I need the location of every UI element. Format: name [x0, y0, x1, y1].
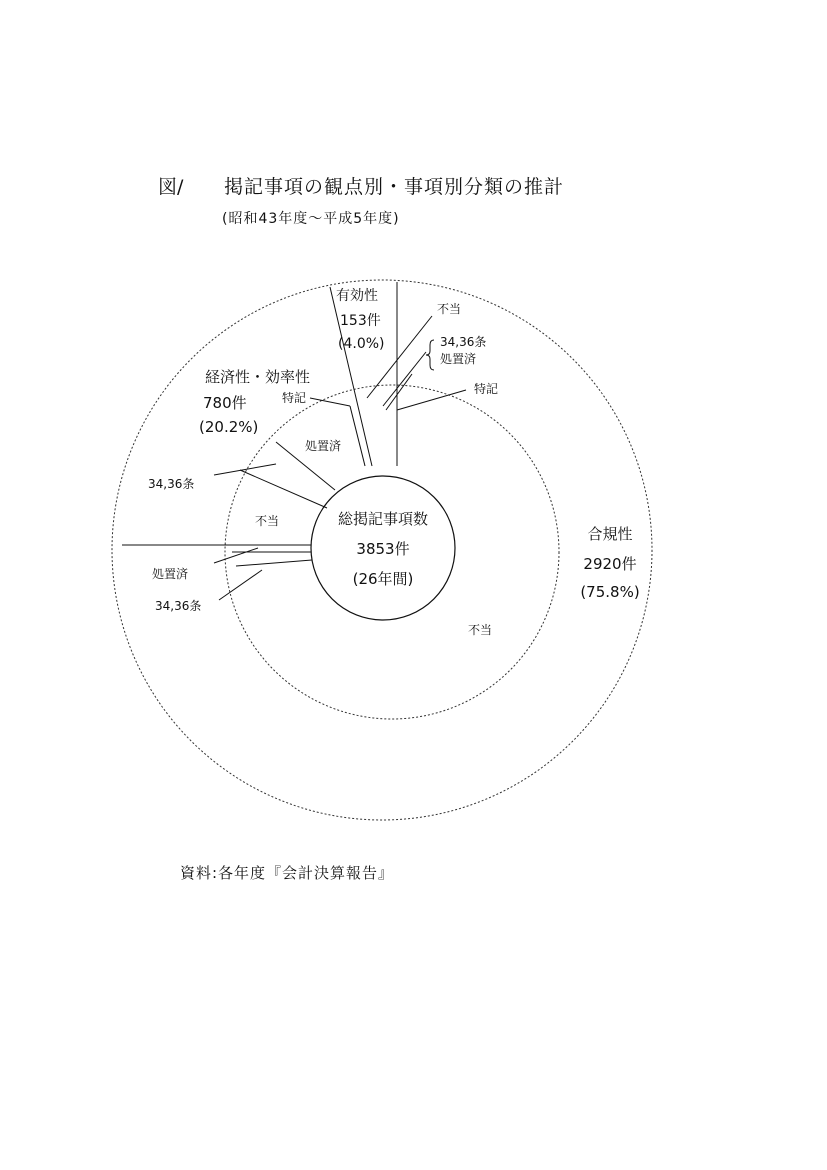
source-note: 資料:各年度『会計決算報告』 — [180, 864, 395, 882]
leader-effectiveness-shochisumi — [386, 374, 412, 410]
leader-legality-shochisumi — [214, 548, 258, 563]
economy-fuuto-label: 不当 — [255, 514, 280, 528]
legality-percent: (75.8%) — [580, 583, 640, 601]
center-label-1: 総掲記事項数 — [337, 510, 429, 528]
economy-count: 780件 — [203, 394, 247, 412]
economy-tokki-label: 特記 — [282, 391, 307, 405]
brace — [426, 340, 434, 370]
effectiveness-percent: (4.0%) — [338, 336, 385, 352]
economy-shochisumi-label: 処置済 — [305, 439, 342, 453]
legality-shochisumi-label: 処置済 — [152, 567, 189, 581]
leader-economy-3436 — [214, 464, 276, 475]
effectiveness-shochisumi-label: 処置済 — [440, 352, 477, 366]
leader-economy-tokki-2 — [350, 406, 365, 466]
leader-economy-tokki — [310, 398, 350, 406]
legality-name: 合規性 — [587, 525, 633, 543]
center-label-2: 3853件 — [356, 540, 410, 558]
effectiveness-fuuto-label: 不当 — [437, 302, 462, 316]
legality-3436-label: 34,36条 — [155, 599, 202, 613]
effectiveness-3436-label: 34,36条 — [440, 335, 487, 349]
effectiveness-count: 153件 — [340, 313, 381, 329]
leader-effectiveness-tokki — [397, 390, 466, 410]
center-label-3: (26年間) — [352, 570, 414, 588]
legality-count: 2920件 — [583, 555, 637, 573]
economy-3436-label: 34,36条 — [148, 477, 195, 491]
figure-number: 図/ — [158, 176, 184, 198]
chart-subtitle: (昭和43年度〜平成5年度) — [222, 211, 400, 227]
economy-percent: (20.2%) — [199, 418, 259, 436]
inner-separator-legality-2 — [236, 560, 312, 566]
effectiveness-tokki-label: 特記 — [474, 382, 499, 396]
chart-title: 掲記事項の観点別・事項別分類の推計 — [224, 176, 565, 198]
leader-effectiveness-3436 — [383, 352, 426, 406]
effectiveness-name: 有効性 — [336, 288, 378, 304]
legality-fuuto-label: 不当 — [468, 623, 493, 637]
economy-name: 経済性・効率性 — [205, 368, 311, 386]
leader-legality-3436 — [219, 570, 262, 600]
inner-separator-economy-2 — [240, 470, 327, 508]
